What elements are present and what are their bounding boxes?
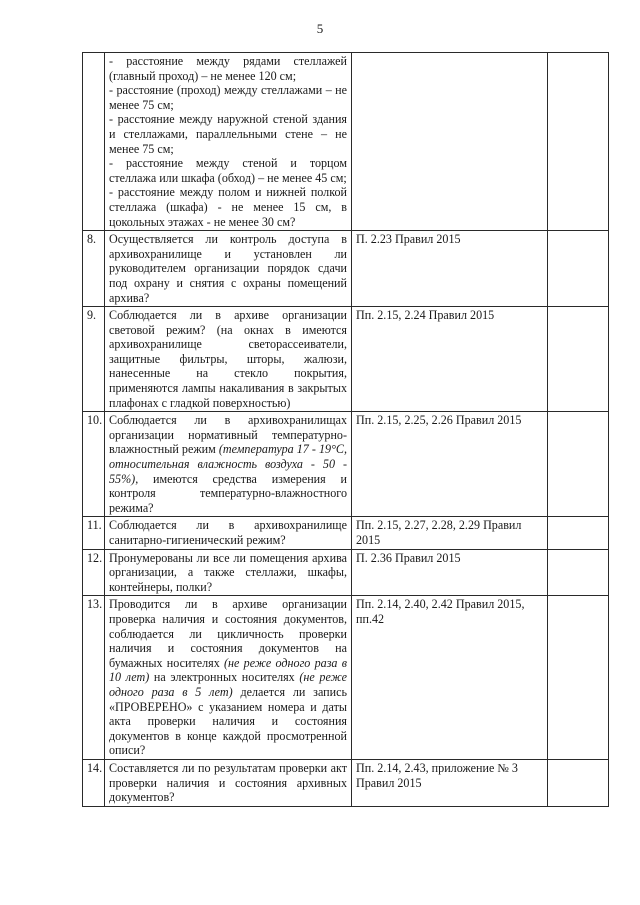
table-row [83, 759, 609, 806]
question-text: на электронных носителях [149, 670, 300, 685]
question-text: делается ли запись «ПРОВЕРЕНО» с указанием номера и даты акта проверки наличия и состояния документов в конце каждой просмотренной описи? [109, 684, 347, 758]
row-number: 10. [83, 412, 105, 517]
reference-cell: Пп. 2.15, 2.25, 2.26 Правил 2015 [352, 412, 548, 517]
question-cell: Соблюдается ли в архиве организации световой режим? (на окнах в имеются архивохранилище светорассеиватели, защитные фильтры, шторы, жалюзи, нанесенные на стекло покрытия, применяются лампы накаливания в закрытых плафонах с гладкой поверхностью) [105, 307, 352, 412]
mark-cell [548, 759, 609, 806]
mark-cell [548, 231, 609, 307]
reference-cell: Пп. 2.15, 2.24 Правил 2015 [352, 307, 548, 412]
checklist-table [82, 52, 609, 807]
row-number: 9. [83, 307, 105, 412]
question-text: Проводится ли в архиве организации проверка наличия и состояния документов, соблюдается ли цикличность проверки наличия и состояния документов на бумажных носителях [109, 597, 347, 670]
question-cell [105, 412, 352, 517]
question-italic-text: (не реже одного раза в 5 лет) [109, 670, 347, 699]
reference-cell: Пп. 2.14, 2.40, 2.42 Правил 2015, пп.42 [352, 596, 548, 760]
table-row [83, 53, 609, 231]
mark-cell [548, 596, 609, 760]
row-number: 8. [83, 231, 105, 307]
question-cell: Составляется ли по результатам проверки акт проверки наличия и состояния архивных документов? [105, 759, 352, 806]
row-number: 12. [83, 549, 105, 596]
mark-cell [548, 412, 609, 517]
mark-cell [548, 53, 609, 231]
reference-cell: П. 2.36 Правил 2015 [352, 549, 548, 596]
row-number [83, 53, 105, 231]
question-line: - расстояние между наружной стеной здания и стеллажами, параллельными стене – не менее 75 см; [109, 112, 347, 156]
row-number: 14. [83, 759, 105, 806]
mark-cell [548, 549, 609, 596]
question-italic-text: (температура 17 - 19°С, относительная влажность воздуха - 50 - 55%) [109, 442, 348, 486]
table-row [83, 549, 609, 596]
question-line: - расстояние между рядами стеллажей (главный проход) – не менее 120 см; [109, 54, 347, 83]
question-line: - расстояние (проход) между стеллажами – не менее 75 см; [109, 83, 347, 112]
question-text: , имеются средства измерения и контроля температурно-влажностного режима? [109, 471, 347, 515]
row-number: 11. [83, 517, 105, 549]
mark-cell [548, 307, 609, 412]
question-cell: Соблюдается ли в архивохранилище санитарно-гигиенический режим? [105, 517, 352, 549]
reference-cell: П. 2.23 Правил 2015 [352, 231, 548, 307]
question-line: - расстояние между полом и нижней полкой стеллажа (шкафа) - не менее 15 см, в цокольных этажах - не менее 30 см? [109, 185, 347, 229]
reference-cell [352, 53, 548, 231]
page-number: 5 [316, 21, 324, 36]
table-row [83, 517, 609, 549]
table-row [83, 307, 609, 412]
question-cell: Пронумерованы ли все ли помещения архива организации, а также стеллажи, шкафы, контейнеры, полки? [105, 549, 352, 596]
reference-cell: Пп. 2.15, 2.27, 2.28, 2.29 Правил 2015 [352, 517, 548, 549]
table-row [83, 412, 609, 517]
mark-cell [548, 517, 609, 549]
question-line: - расстояние между стеной и торцом стеллажа или шкафа (обход) – не менее 45 см; [109, 156, 347, 185]
question-cell [105, 53, 352, 231]
table-row [83, 231, 609, 307]
row-number: 13. [83, 596, 105, 760]
question-cell [105, 596, 352, 760]
question-italic-text: (не реже одного раза в 10 лет) [109, 655, 347, 685]
reference-cell: Пп. 2.14, 2.43, приложение № 3 Правил 2015 [352, 759, 548, 806]
question-text: Соблюдается ли в архивохранилищах организации нормативный температурно-влажностный режим [109, 413, 347, 457]
question-cell: Осуществляется ли контроль доступа в архивохранилище и установлен ли руководителем организации порядок сдачи под охрану и снятия с охраны помещений архива? [105, 231, 352, 307]
table-row [83, 596, 609, 760]
